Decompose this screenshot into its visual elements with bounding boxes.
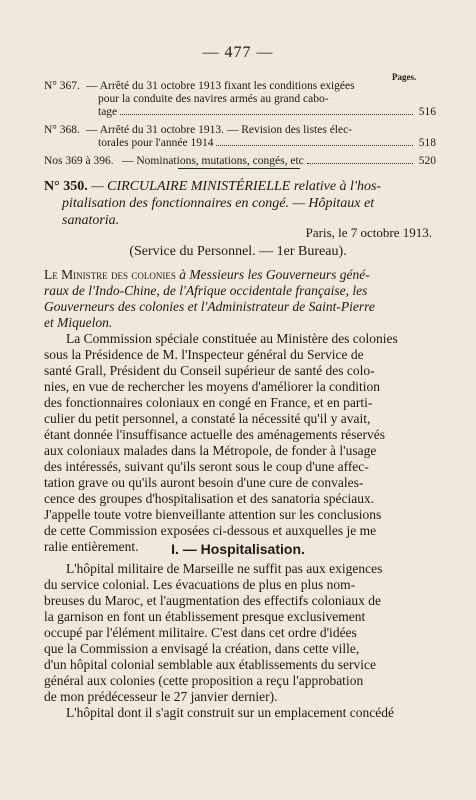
- text-line: des intéressés, suivant qu'ils seront sous le coup d'une affec-: [44, 459, 369, 474]
- addressee-line: Gouverneurs des colonies et l'Administrateur de Saint-Pierre: [44, 299, 375, 314]
- text-line: général aux colonies (cette proposition a reçu l'approbation: [44, 673, 364, 688]
- toc-entry-text: tage: [98, 106, 118, 118]
- text-line: tation grave ou qu'ils auront besoin d'une cure de convales-: [44, 475, 364, 490]
- toc-entry-number: N° 367.: [44, 80, 80, 92]
- toc-entry-text: pour la conduite des navires armés au grand cabo-: [98, 93, 329, 105]
- dateline: Paris, le 7 octobre 1913.: [305, 225, 432, 240]
- circular-title-line: pitalisation des fonctionnaires en congé. — Hôpitaux et: [62, 196, 375, 211]
- toc-entry: [44, 155, 436, 168]
- page-number: — 477 —: [202, 44, 274, 61]
- text-line: aux coloniaux malades dans la Métropole, de fonder à l'usage: [44, 443, 377, 458]
- text-line: d'un hôpital colonial semblable aux établissements du service: [44, 657, 376, 672]
- paragraph: [44, 331, 442, 555]
- section-heading: I. — Hospitalisation.: [171, 541, 305, 557]
- addressee-block: [44, 267, 440, 331]
- dot-leader: [307, 163, 413, 164]
- toc-entry-text: — Arrêté du 31 octobre 1913. — Revision des listes élec-: [86, 124, 353, 136]
- circular-title: [44, 178, 442, 229]
- section-divider: [178, 168, 300, 169]
- text-line: nies, en vue de rechercher les moyens d'améliorer la condition: [44, 379, 381, 394]
- text-line: des fonctionnaires coloniaux en congé en France, et en parti-: [44, 395, 373, 410]
- text-line: de mon prédécesseur le 27 janvier dernier).: [44, 689, 278, 704]
- toc-entry: [44, 80, 436, 119]
- circular-title-line: — CIRCULAIRE MINISTÉRIELLE relative à l'hos-: [91, 179, 382, 194]
- text-line: sous la Présidence de M. l'Inspecteur général du Service de: [44, 347, 364, 362]
- toc-entry-number: N° 368.: [44, 124, 80, 136]
- minister-title: Le Ministre des colonies: [44, 267, 176, 282]
- dot-leader: [216, 145, 413, 146]
- text-line: J'appelle toute votre bienveillante attention sur les conclusions: [44, 507, 382, 522]
- text-line: occupé par l'élément militaire. C'est dans cet ordre d'idées: [44, 625, 357, 640]
- pages-column-label: Pages.: [392, 72, 417, 82]
- text-line: étant donnée l'insuffisance actuelle des aménagements réservés: [44, 427, 386, 442]
- toc-entry-text: — Arrêté du 31 octobre 1913 fixant les conditions exigées: [86, 80, 355, 92]
- table-of-contents: [44, 80, 436, 173]
- paragraph: [44, 561, 442, 721]
- text-line: santé Grall, Président du Conseil supérieur de santé des colo-: [44, 363, 375, 378]
- text-line: La Commission spéciale constituée au Ministère des colonies: [66, 331, 398, 346]
- toc-page-number: 516: [418, 106, 436, 118]
- toc-entry-text: — Nominations, mutations, congés, etc: [122, 155, 304, 167]
- addressee-line: à Messieurs les Gouverneurs géné-: [179, 267, 370, 282]
- text-line: culier du petit personnel, a constaté la nécessité qu'il y avait,: [44, 411, 371, 426]
- text-line: la garnison en font un établissement presque exclusivement: [44, 609, 366, 624]
- toc-entry-number: Nos 369 à 396.: [44, 155, 114, 167]
- toc-page-number: 518: [418, 137, 436, 149]
- text-line: ralie entièrement.: [44, 539, 139, 554]
- service-line: (Service du Personnel. — 1er Bureau).: [129, 244, 347, 259]
- addressee-line: raux de l'Indo-Chine, de l'Afrique occidentale française, les: [44, 283, 368, 298]
- text-line: L'hôpital militaire de Marseille ne suffit pas aux exigences: [66, 561, 383, 576]
- text-line: L'hôpital dont il s'agit construit sur un emplacement concédé: [66, 705, 395, 720]
- toc-entry-text: torales pour l'année 1914: [98, 137, 214, 149]
- circular-number: N° 350.: [44, 179, 88, 194]
- addressee-line: et Miquelon.: [44, 315, 113, 330]
- toc-entry: [44, 124, 436, 150]
- text-line: cence des groupes d'hospitalisation et des sanatoria spéciaux.: [44, 491, 375, 506]
- circular-title-line: sanatoria.: [62, 213, 120, 228]
- text-line: du service colonial. Les évacuations de plus en plus nom-: [44, 577, 356, 592]
- text-line: que la Commission a envisagé la création, dans cette ville,: [44, 641, 360, 656]
- text-line: de cette Commission exposées ci-dessous et auxquelles je me: [44, 523, 377, 538]
- text-line: breuses du Maroc, et l'augmentation des effectifs coloniaux de: [44, 593, 381, 608]
- toc-page-number: 520: [418, 155, 436, 167]
- dot-leader: [120, 114, 413, 115]
